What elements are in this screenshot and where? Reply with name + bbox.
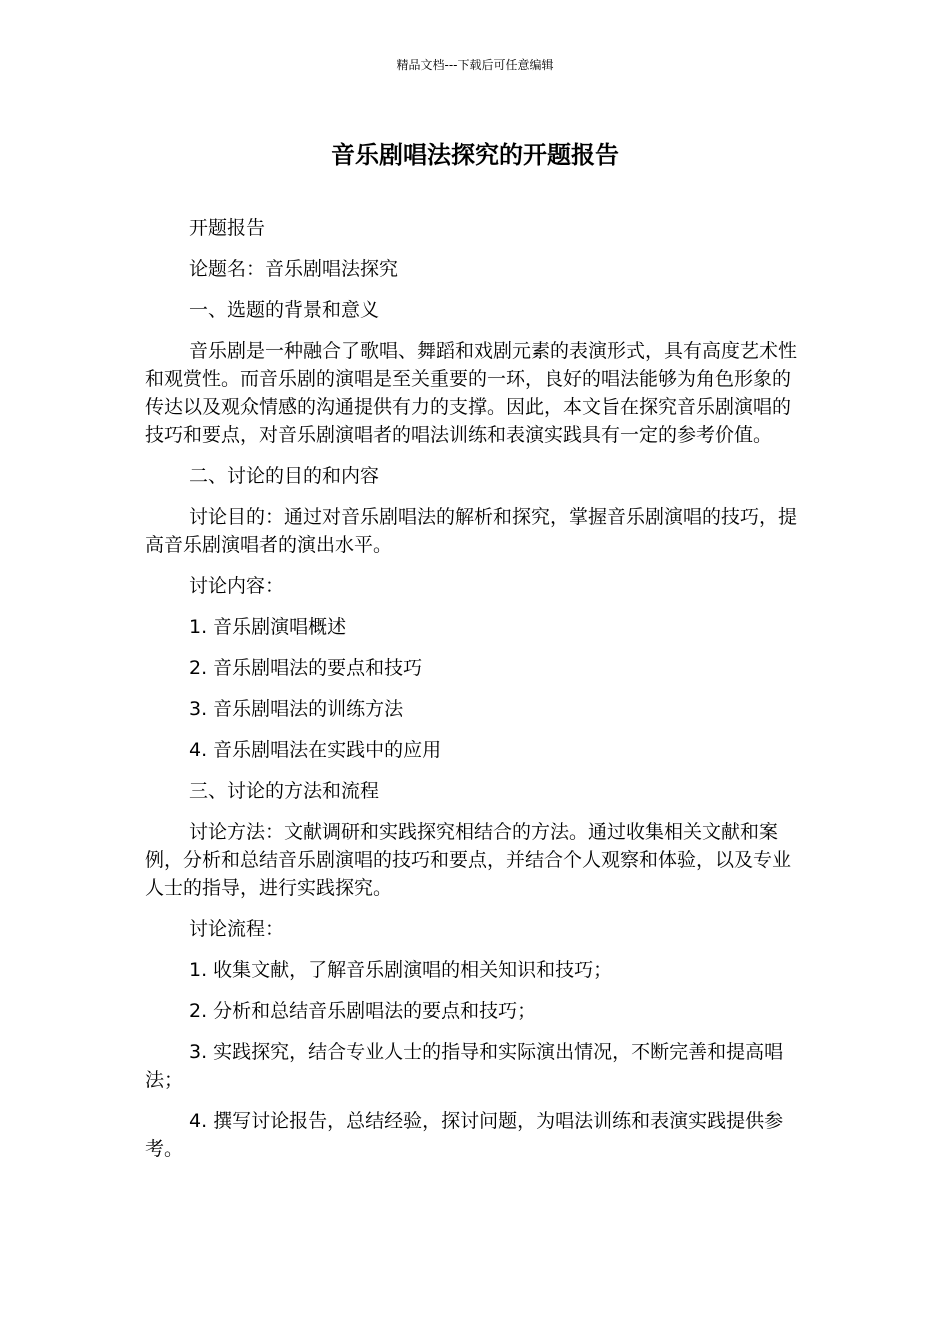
process-list-item: 2. 分析和总结音乐剧唱法的要点和技巧； [189, 1000, 537, 1022]
document-body [145, 214, 805, 1176]
process-list-item: 1. 收集文献，了解音乐剧演唱的相关知识和技巧； [189, 959, 613, 981]
content-list-item: 3. 音乐剧唱法的训练方法 [189, 698, 404, 720]
topic-name: 论题名：音乐剧唱法探究 [189, 258, 399, 280]
process-label: 讨论流程： [189, 918, 285, 940]
section-heading-method: 三、讨论的方法和流程 [189, 780, 380, 802]
content-list-item: 4. 音乐剧唱法在实践中的应用 [189, 739, 442, 761]
purpose-paragraph: 讨论目的：通过对音乐剧唱法的解析和探究，掌握音乐剧演唱的技巧，提高音乐剧演唱者的演出水平。 [145, 506, 798, 556]
content-list-item: 1. 音乐剧演唱概述 [189, 616, 347, 638]
section-label-report: 开题报告 [189, 217, 266, 239]
content-list-item: 2. 音乐剧唱法的要点和技巧 [189, 657, 423, 679]
method-paragraph: 讨论方法：文献调研和实践探究相结合的方法。通过收集相关文献和案例，分析和总结音乐剧演唱的技巧和要点，并结合个人观察和体验，以及专业人士的指导，进行实践探究。 [145, 821, 792, 899]
background-paragraph: 音乐剧是一种融合了歌唱、舞蹈和戏剧元素的表演形式，具有高度艺术性和观赏性。而音乐剧的演唱是至关重要的一环，良好的唱法能够为角色形象的传达以及观众情感的沟通提供有力的支撑。因此，本文旨在探究音乐剧演唱的技巧和要点，对音乐剧演唱者的唱法训练和表演实践具有一定的参考价值。 [145, 340, 798, 446]
process-list-item: 3. 实践探究，结合专业人士的指导和实际演出情况，不断完善和提高唱法； [145, 1041, 784, 1091]
section-heading-purpose: 二、讨论的目的和内容 [189, 465, 380, 487]
content-label: 讨论内容： [189, 575, 285, 597]
section-heading-background: 一、选题的背景和意义 [189, 299, 380, 321]
process-list-item: 4. 撰写讨论报告，总结经验，探讨问题，为唱法训练和表演实践提供参考。 [145, 1110, 784, 1160]
page-header: 精品文档---下载后可任意编辑 [396, 58, 554, 72]
document-title: 音乐剧唱法探究的开题报告 [331, 141, 619, 169]
